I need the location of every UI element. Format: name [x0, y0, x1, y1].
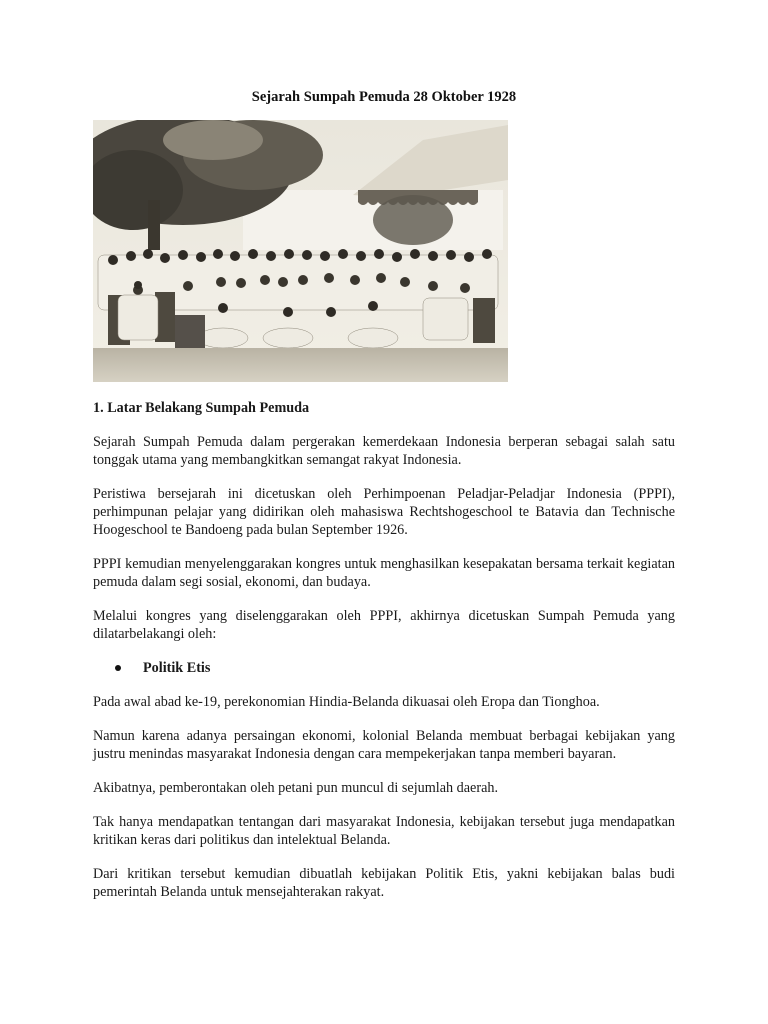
historical-group-photo	[93, 120, 508, 382]
document-body	[93, 399, 675, 917]
paragraph: Peristiwa bersejarah ini dicetuskan oleh Perhimpoenan Peladjar-Peladjar Indonesia (PPPI), perhimpunan pelajar yang didirikan oleh mahasiswa Rechtshogeschool te Batavia dan Technische Hoogeschool te Bandoeng pada bulan September 1926.	[93, 486, 675, 538]
document-title: Sejarah Sumpah Pemuda 28 Oktober 1928	[251, 89, 517, 105]
bullet-list-item	[93, 659, 675, 677]
paragraph: PPPI kemudian menyelenggarakan kongres untuk menghasilkan kesepakatan bersama terkait kegiatan pemuda dalam segi sosial, ekonomi, dan budaya.	[93, 556, 675, 590]
photo-illustration	[93, 120, 508, 382]
paragraph: Namun karena adanya persaingan ekonomi, kolonial Belanda membuat berbagai kebijakan yang justru menindas masyarakat Indonesia dengan cara mempekerjakan tanpa memberi bayaran.	[93, 728, 675, 762]
paragraph: Sejarah Sumpah Pemuda dalam pergerakan kemerdekaan Indonesia berperan sebagai salah satu tonggak utama yang membangkitkan semangat rakyat Indonesia.	[93, 434, 675, 468]
paragraph: Pada awal abad ke-19, perekonomian Hindia-Belanda dikuasai oleh Eropa dan Tionghoa.	[93, 694, 600, 710]
paragraph: Tak hanya mendapatkan tentangan dari masyarakat Indonesia, kebijakan tersebut juga mendapatkan kritikan keras dari politikus dan intelektual Belanda.	[93, 814, 675, 848]
section-heading: 1. Latar Belakang Sumpah Pemuda	[93, 400, 310, 416]
bullet-label: Politik Etis	[143, 660, 211, 676]
paragraph: Akibatnya, pemberontakan oleh petani pun muncul di sejumlah daerah.	[93, 780, 499, 796]
paragraph: Dari kritikan tersebut kemudian dibuatlah kebijakan Politik Etis, yakni kebijakan balas budi pemerintah Belanda untuk mensejahterakan rakyat.	[93, 866, 675, 900]
bullet-icon	[115, 665, 121, 671]
paragraph: Melalui kongres yang diselenggarakan oleh PPPI, akhirnya dicetuskan Sumpah Pemuda yang dilatarbelakangi oleh:	[93, 608, 675, 642]
